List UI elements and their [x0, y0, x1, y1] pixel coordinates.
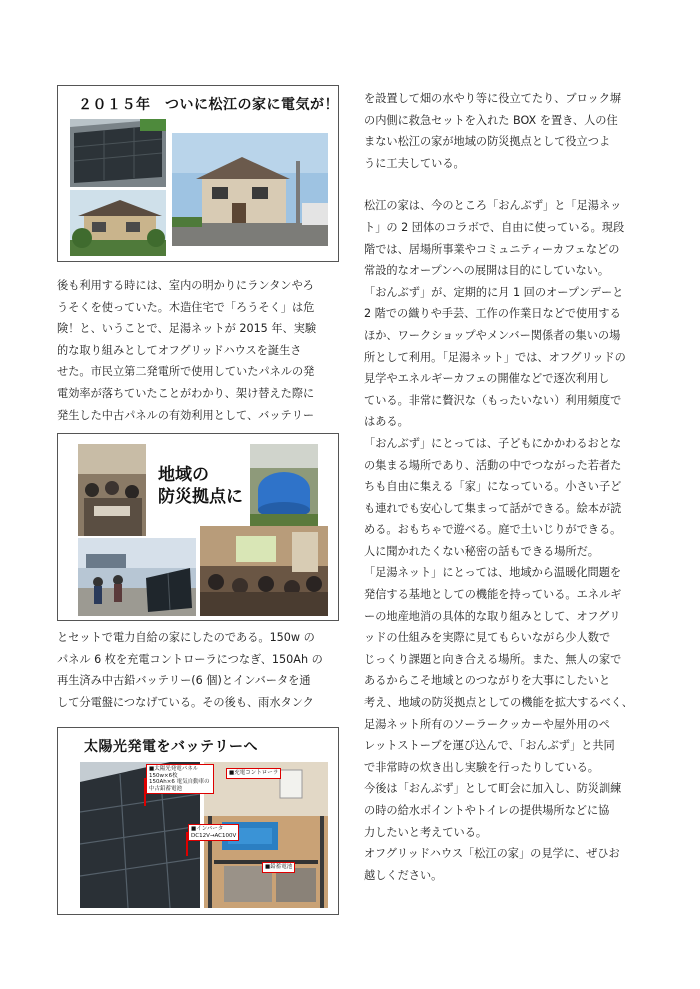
text-line: レットストーブを運び込んで、「おんぶず」と共同 — [364, 739, 615, 753]
text-line: 今後は「おんぶず」として町会に加入し、防災訓練 — [364, 782, 622, 796]
text-line: める。おもちゃで遊べる。庭で土いじりができる。 — [364, 523, 622, 537]
text-line: 越しください。 — [364, 868, 443, 882]
callout-line: 中古鉛蓄電池 — [149, 785, 183, 792]
text-line: とセットで電力自給の家にしたのである。150w の — [57, 631, 315, 644]
text-line: 「おんぶず」が、定期的に月 1 回のオープンデーと — [364, 285, 624, 299]
text-line: 所として利用。「足湯ネット」では、オフグリッドの — [364, 350, 626, 364]
photo-lecture-room — [200, 526, 328, 616]
text-line: 階では、居場所事業やコミュニティーカフェなどの — [364, 242, 620, 256]
left-column-text-top — [57, 275, 342, 426]
text-line: 足湯ネット所有のソーラークッカーや屋外用のペ — [364, 717, 610, 731]
text-line: 人に聞かれたくない秘密の話もできる場所だ。 — [364, 544, 599, 558]
callout-line: ■充電コントローラ — [229, 770, 279, 776]
text-line: ト」の 2 団体のコラボで、自由に使っている。現段 — [364, 220, 625, 234]
text-line: 力したいと考えている。 — [364, 825, 488, 839]
paragraph-gap — [364, 174, 654, 195]
text-line: 後も利用する時には、室内の明かりにランタンやろ — [57, 279, 314, 292]
photo-rain-tank — [250, 444, 318, 530]
text-line: も連れでも安心して集まって話ができる。絵本が読 — [364, 501, 622, 515]
text-line: じっくり課題と向き合える場所。また、無人の家で — [364, 652, 622, 666]
left-column-text-mid — [57, 627, 342, 713]
callout-line: 150Ah×6 電気自動車の — [149, 779, 210, 785]
photo-box-electricity — [57, 85, 339, 262]
text-line: はある。 — [364, 415, 409, 429]
callout-line: ■鉛蓄電池 — [265, 864, 293, 870]
callout-inverter — [188, 824, 239, 841]
text-line: 的な取り組みとしてオフグリッドハウスを誕生さ — [57, 343, 302, 357]
text-line: 発信する基地としての機能を持っている。エネルギ — [364, 588, 622, 602]
callout-line: ■太陽光発電パネル 150w×6枚 — [149, 766, 199, 779]
text-line: の内側に救急セットを入れた BOX を置き、人の住 — [364, 113, 618, 127]
text-line: パネル 6 枚を充電コントローラにつなぎ、150Ah の — [57, 652, 323, 666]
text-line: 「おんぶず」にとっては、子どもにかかわるおとな — [364, 436, 622, 450]
callout-solar-panel — [146, 764, 214, 794]
text-line: ッドの仕組みを実際に見てもらいながら少人数で — [364, 631, 611, 645]
text-line: うに工夫している。 — [364, 156, 465, 170]
photo-box-solar-battery — [57, 727, 339, 915]
text-line: 2 階での織りや手芸、工作の作業日などで使用する — [364, 307, 621, 321]
text-line: で非常時の炊き出し実験を行ったりしている。 — [364, 760, 599, 774]
text-line: 険！と、いうことで、足湯ネットが 2015 年、実験 — [57, 322, 317, 336]
callout-battery — [262, 862, 295, 873]
text-line: を設置して畑の水やり等に役立てたり、ブロック塀 — [364, 92, 622, 105]
text-line: 発生した中古パネルの有効利用として、バッテリー — [57, 408, 315, 422]
text-line: 再生済み中古鉛バッテリー(6 個)とインバータを通 — [57, 674, 311, 688]
text-line: ほか、ワークショップやメンバー関係者の集いの場 — [364, 328, 621, 342]
right-column-text — [364, 88, 654, 886]
box-title-electricity: ２０１５年 ついに松江の家に電気が！ — [78, 97, 339, 113]
text-line: の集まる場所であり、活動の中でつながった若者た — [364, 458, 622, 472]
overlay-title — [158, 464, 243, 508]
text-line: 松江の家は、今のところ「おんぶず」と「足湯ネッ — [364, 199, 622, 213]
text-line: 「足湯ネット」にとっては、地域から温暖化問題を — [364, 566, 622, 580]
photo-solar-roof — [70, 119, 166, 187]
text-line: 電効率が落ちていたことがわかり、架け替えた際に — [57, 386, 315, 400]
callout-charge-controller — [226, 768, 281, 779]
photo-outdoor-panel — [78, 538, 196, 616]
text-line: 考え、地域の防災拠点としての機能を拡大するべく、 — [364, 696, 633, 710]
box-title-solar-battery: 太陽光発電をバッテリーへ — [84, 739, 258, 755]
text-line: オフグリッドハウス「松江の家」の見学に、ぜひお — [364, 847, 620, 861]
text-line: 常設的なオープンへの展開は目的にしていない。 — [364, 264, 610, 278]
overlay-title-line1: 地域の — [158, 465, 209, 485]
callout-line: ■インバータ — [191, 826, 224, 832]
callout-line: DC12V→AC100V — [191, 832, 237, 839]
text-line: の時の給水ポイントやトイレの提供場所などに協 — [364, 804, 610, 817]
text-line: あるからこそ地域とのつながりを大事にしたいと — [364, 674, 611, 688]
overlay-title-line2: 防災拠点に — [158, 487, 243, 507]
text-line: 見学やエネルギーカフェの開催などで逐次利用し — [364, 372, 610, 386]
photo-house-small — [70, 190, 166, 256]
photo-box-disaster-base — [57, 433, 339, 621]
text-line: して分電盤につなげている。その後も、雨水タンク — [57, 695, 314, 709]
photo-meeting-room — [78, 444, 146, 536]
text-line: ている。非常に贅沢な（もったいない）利用頻度で — [364, 393, 622, 407]
text-line: せた。市民立第二発電所で使用していたパネルの発 — [57, 365, 315, 379]
text-line: ーの地産地消の具体的な取り組みとして、オフグリ — [364, 609, 621, 623]
text-line: まない松江の家が地域の防災拠点として役立つよ — [364, 135, 611, 149]
photo-house-large — [172, 133, 328, 246]
text-line: うそくを使っていた。木造住宅で「ろうそく」は危 — [57, 300, 315, 314]
text-line: ちも自由に集える「家」になっている。小さい子ど — [364, 480, 622, 494]
